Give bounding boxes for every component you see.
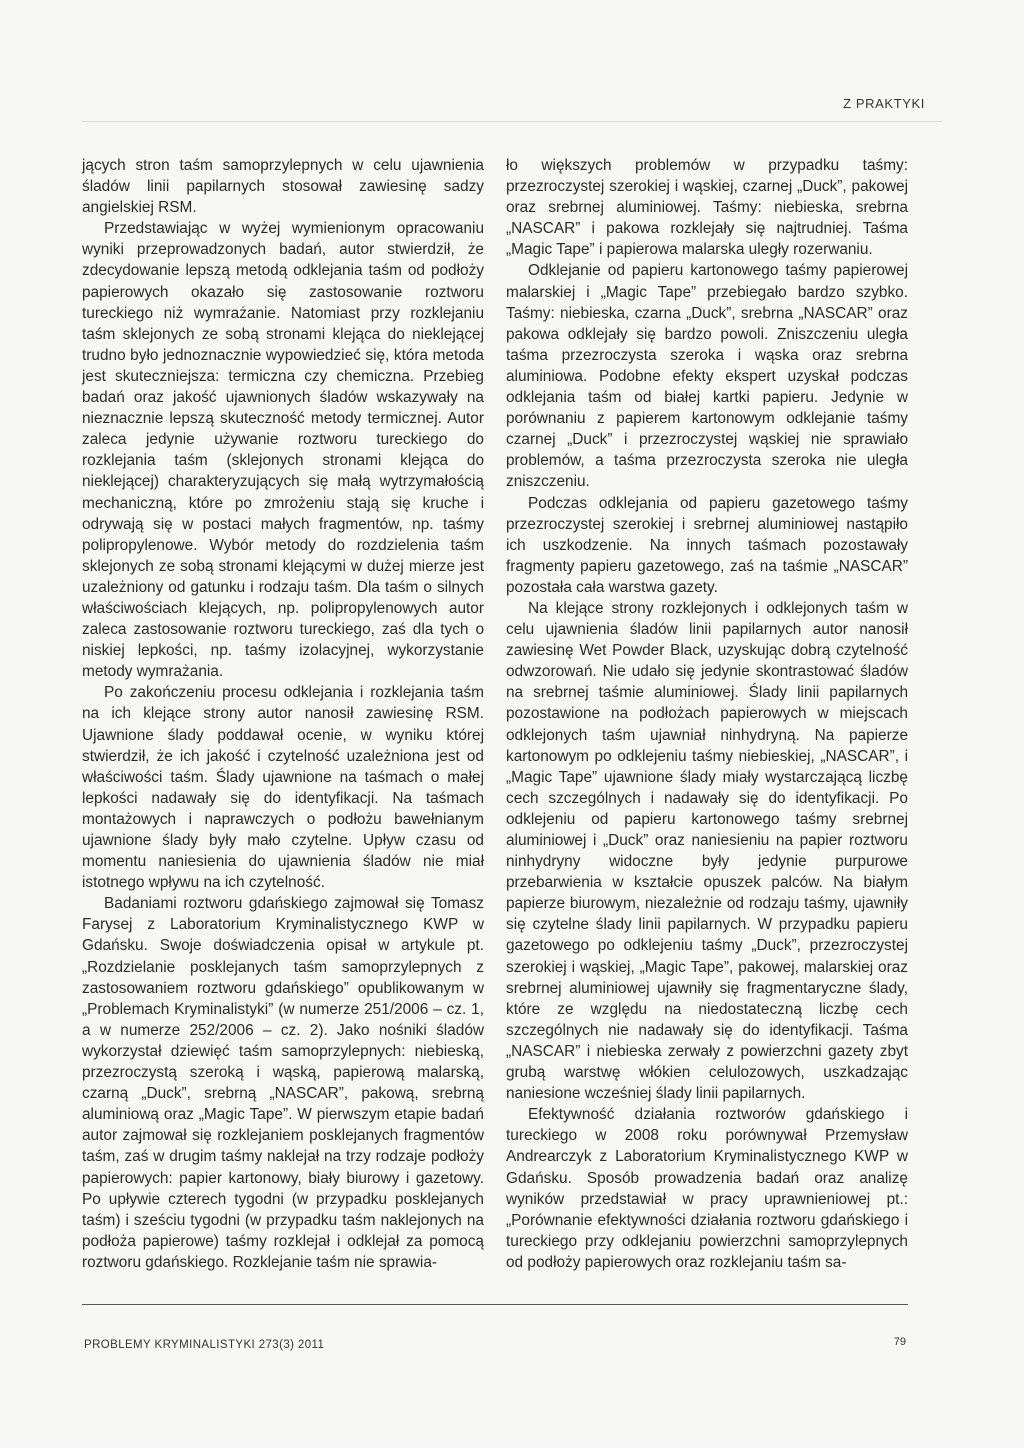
paragraph: Po zakończeniu procesu odklejania i rozklejania taśm na ich klejące strony autor nanosił zawiesinę RSM. Ujawnione ślady poddawał ocenie, w wyniku której stwierdził, że ich jakość i czytelność uzależniona jest od właściwości taśm. Ślady ujawnione na taśmach o małej lepkości nadawały się do identyfikacji. Na taśmach montażowych i naprawczych o podłożu bawełnianym ujawnione ślady były mało czytelne. Upływ czasu od momentu naniesienia do ujawnienia śladów nie miał istotnego wpływu na ich czytelność. [82, 684, 484, 892]
article-body [82, 155, 908, 1273]
footer-divider [82, 1304, 908, 1305]
page-number: 79 [893, 1336, 906, 1348]
paragraph: ło większych problemów w przypadku taśmy: przezroczystej szerokiej i wąskiej, czarnej „Duck”, pakowej oraz srebrnej aluminiowej. Taśmy: niebieska, srebrna „NASCAR” i pakowa rozklejały się najtrudniej. Taśma „Magic Tape” i papierowa malarska uległy rozerwaniu. [506, 157, 908, 259]
left-column [82, 155, 484, 1273]
right-column [506, 155, 908, 1273]
header-divider [82, 121, 942, 122]
paragraph: Badaniami roztworu gdańskiego zajmował się Tomasz Farysej z Laboratorium Kryminalistycznego KWP w Gdańsku. Swoje doświadczenia opisał w artykule pt. „Rozdzielanie posklejanych taśm samoprzylepnych z zastosowaniem roztworu gdańskiego” opublikowanym w „Problemach Kryminalistyki” (w numerze 251/2006 – cz. 1, a w numerze 252/2006 – cz. 2). Jako nośniki śladów wykorzystał dziewięć taśm samoprzylepnych: niebieską, przezroczystą szeroką i wąską, papierową malarską, czarną „Duck”, srebrną „NASCAR”, pakową, srebrną aluminiową oraz „Magic Tape”. W pierwszym etapie badań autor zajmował się rozklejaniem posklejanych fragmentów taśm, zaś w drugim taśmy naklejał na trzy rodzaje podłoży papierowych: papier kartonowy, biały biurowy i gazetowy. Po upływie czterech tygodni (w przypadku posklejanych taśm) i sześciu tygodni (w przypadku taśm naklejonych na podłoża papierowe) taśmy rozklejał i odklejał za pomocą roztworu gdańskiego. Rozklejanie taśm nie sprawia- [82, 895, 484, 1271]
section-label: Z PRAKTYKI [843, 96, 925, 111]
paragraph: Podczas odklejania od papieru gazetowego taśmy przezroczystej szerokiej i srebrnej aluminiowej nastąpiło ich uszkodzenie. Na innych taśmach pozostawały fragmenty papieru gazetowego, zaś na taśmie „NASCAR” pozostała cała warstwa gazety. [506, 494, 908, 596]
paragraph: Przedstawiając w wyżej wymienionym opracowaniu wyniki przeprowadzonych badań, autor stwierdził, że zdecydowanie lepszą metodą odklejania taśm od podłoży papierowych okazało się zastosowanie roztworu tureckiego niż wymrażanie. Natomiast przy rozklejaniu taśm sklejonych ze sobą stronami klejąca do nieklejącej trudno było jednoznacznie wypowiedzieć się, która metoda jest skuteczniejsza: termiczna czy chemiczna. Przebieg badań oraz jakość ujawnionych śladów wskazywały na nieznacznie lepszą skuteczność metody termicznej. Autor zaleca jedynie używanie roztworu tureckiego do rozklejania taśm (sklejonych stronami klejąca do nieklejącej) charakteryzujących się małą wytrzymałością mechaniczną, które po zmrożeniu stają się kruche i odrywają się w postaci małych fragmentów, np. taśmy polipropylenowe. Wybór metody do rozdzielenia taśm sklejonych ze sobą stronami klejącymi w dużej mierze jest uzależniony od gatunku i rodzaju taśm. Dla taśm o silnych właściwościach klejących, np. polipropylenowych autor zaleca zastosowanie roztworu tureckiego, zaś dla tych o niskiej lepkości, np. taśmy izolacyjnej, wykorzystanie metody wymrażania. [82, 220, 484, 681]
paragraph: Efektywność działania roztworów gdańskiego i tureckiego w 2008 roku porównywał Przemysław Andrearczyk z Laboratorium Kryminalistycznego KWP w Gdańsku. Sposób prowadzenia badań oraz analizę wyników przedstawiał w pracy uprawnieniowej pt.: „Porównanie efektywności działania roztworu gdańskiego i tureckiego przy odklejaniu powierzchni samoprzylepnych od podłoży papierowych oraz rozklejaniu taśm sa- [506, 1106, 908, 1271]
paragraph: jących stron taśm samoprzylepnych w celu ujawnienia śladów linii papilarnych stosował zawiesinę sadzy angielskiej RSM. [82, 157, 484, 217]
paragraph: Odklejanie od papieru kartonowego taśmy papierowej malarskiej i „Magic Tape” przebiegało bardzo szybko. Taśmy: niebieska, czarna „Duck”, srebrna „NASCAR” oraz pakowa odklejały się bardzo powoli. Zniszczeniu uległa taśma przezroczysta szeroka i wąska oraz srebrna aluminiowa. Podobne efekty ekspert uzyskał podczas odklejania taśm od białej kartki papieru. Jedynie w porównaniu z papierem kartonowym odklejanie taśmy czarnej „Duck” i przezroczystej wąskiej nie sprawiało problemów, a taśma przezroczysta szeroka nie uległa zniszczeniu. [506, 262, 908, 491]
journal-title: PROBLEMY KRYMINALISTYKI 273(3) 2011 [84, 1339, 325, 1351]
paragraph: Na klejące strony rozklejonych i odklejonych taśm w celu ujawnienia śladów linii papilarnych autor nanosił zawiesinę Wet Powder Black, uzyskując dobrą czytelność odwzorowań. Nie udało się jedynie skontrastować śladów na srebrnej taśmie aluminiowej. Ślady linii papilarnych pozostawione na podłożach papierowych w miejscach odklejonych taśm ujawniał ninhydryną. Na papierze kartonowym po odklejeniu taśmy niebieskiej, „NASCAR”, i „Magic Tape” ujawnione ślady miały wystarczającą liczbę cech szczególnych i nadawały się do identyfikacji. Po odklejeniu od papieru kartonowego taśmy srebrnej aluminiowej i „Duck” oraz naniesieniu na papier roztworu ninhydryny widoczne były jedynie purpurowe przebarwienia w kształcie opuszek palców. Na białym papierze biurowym, niezależnie od rodzaju taśmy, ujawniły się czytelne ślady linii papilarnych. W przypadku papieru gazetowego po odklejeniu taśmy „Duck”, przezroczystej szerokiej i wąskiej, „Magic Tape”, pakowej, malarskiej oraz srebrnej aluminiowej ujawniły się fragmentaryczne ślady, które ze względu na niedostateczną liczbę cech szczególnych nie nadawały się do identyfikacji. Taśma „NASCAR” i niebieska zerwały z powierzchni gazety zbyt grubą warstwę włókien celulozowych, uszkadzając naniesione wcześniej ślady linii papilarnych. [506, 599, 908, 1103]
